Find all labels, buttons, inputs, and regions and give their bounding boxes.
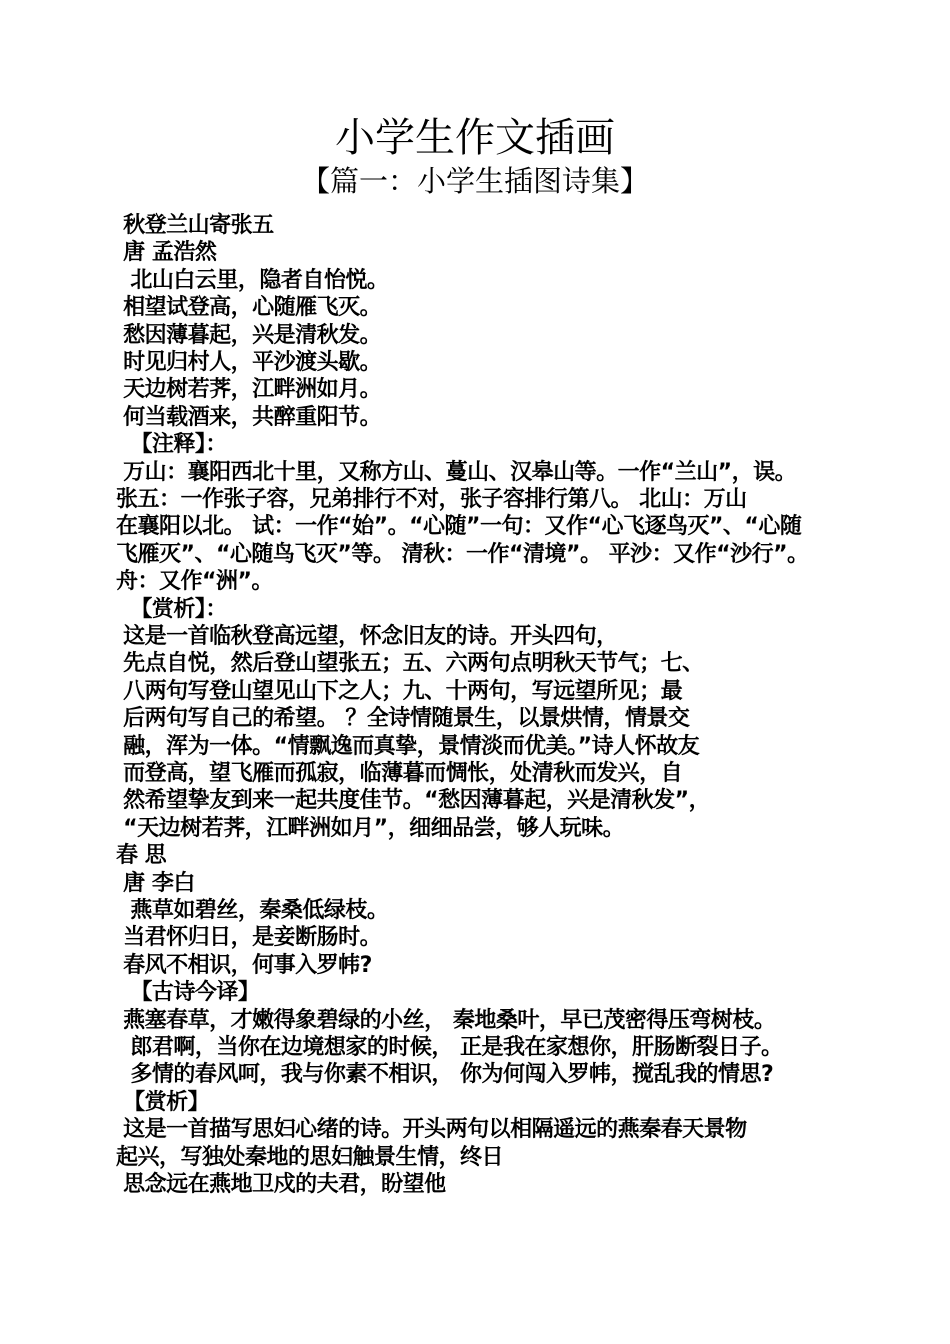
text-line: 愁因薄暮起，兴是清秋发。 [116, 322, 382, 348]
text-line: 唐 李白 [116, 870, 195, 896]
text-line: 而登高，望飞雁而孤寂，临薄暮而惆怅，处清秋而发兴，自 [116, 761, 683, 786]
text-line: 春风不相识，何事入罗帏? [116, 952, 372, 978]
text-line: 【赏析】 [116, 1089, 210, 1115]
text-line: 秋登兰山寄张五 [116, 213, 274, 238]
text-line: 张五：一作张子容，兄弟排行不对，张子容排行第八。 北山：万山 [116, 487, 747, 512]
text-line: “天边树若荠，江畔洲如月”，细细品尝，够人玩味。 [116, 815, 625, 841]
text-line: 相望试登高，心随雁飞灭。 [116, 295, 382, 321]
text-line: 这是一首描写思妇心绪的诗。开头两句以相隔遥远的燕秦春天景物 [116, 1117, 747, 1143]
text-line: 这是一首临秋登高远望，怀念旧友的诗。开头四句， [116, 624, 618, 649]
text-line: 当君怀归日，是妾断肠时。 [116, 925, 382, 951]
text-line: 飞雁灭”、“心随鸟飞灭”等。 清秋：一作“清境”。 平沙：又作“沙行”。 [116, 541, 809, 567]
text-line: 北山白云里，隐者自怡悦。 [116, 267, 389, 293]
text-line: 何当载酒来，共醉重阳节。 [116, 404, 382, 430]
text-line: 【赏析】： [116, 596, 227, 622]
text-line: 唐 孟浩然 [116, 240, 217, 266]
text-line: 然希望挚友到来一起共度佳节。“愁因薄暮起，兴是清秋发”， [116, 788, 711, 814]
text-line: 【注释】： [116, 432, 227, 458]
text-line: 春 思 [116, 843, 167, 869]
text-line: 起兴，写独处秦地的思妇触景生情，终日 [116, 1144, 504, 1170]
text-line: 时见归村人，平沙渡头歇。 [116, 350, 382, 375]
text-line: 多情的春风呵，我与你素不相识， 你为何闯入罗帏，搅乱我的情思? [116, 1062, 774, 1088]
text-line: 舟：又作“洲”。 [116, 569, 273, 595]
page-title: 小学生作文插画 [335, 115, 615, 161]
text-line: 融，浑为一体。“情飘逸而真挚，景情淡而优美。”诗人怀故友 [116, 733, 700, 759]
text-line: 万山：襄阳西北十里，又称方山、蔓山、汉皋山等。一作“兰山”，误。 [116, 459, 797, 485]
text-line: 在襄阳以北。 试：一作“始”。“心随”一句：又作“心飞逐鸟灭”、“心随 [116, 514, 802, 540]
text-line: 燕塞春草，才嫩得象碧绿的小丝， 秦地桑叶，早已茂密得压弯树枝。 [116, 1007, 776, 1033]
text-line: 燕草如碧丝，秦桑低绿枝。 [116, 898, 389, 923]
text-line: 郎君啊，当你在边境想家的时候， 正是我在家想你，肝肠断裂日子。 [116, 1035, 783, 1060]
text-line: 【古诗今译】 [116, 980, 260, 1006]
text-line: 后两句写自己的希望。 ？全诗情随景生，以景烘情，情景交 [116, 706, 690, 732]
text-line: 先点自悦，然后登山望张五；五、六两句点明秋天节气；七、 [116, 651, 704, 677]
text-line: 天边树若荠，江畔洲如月。 [116, 377, 382, 403]
text-line: 八两句写登山望见山下之人；九、十两句，写远望所见；最 [116, 678, 683, 704]
text-line: 思念远在燕地卫戍的夫君，盼望他 [116, 1172, 446, 1197]
page-subtitle: 【篇一：小学生插图诗集】 [300, 164, 649, 198]
